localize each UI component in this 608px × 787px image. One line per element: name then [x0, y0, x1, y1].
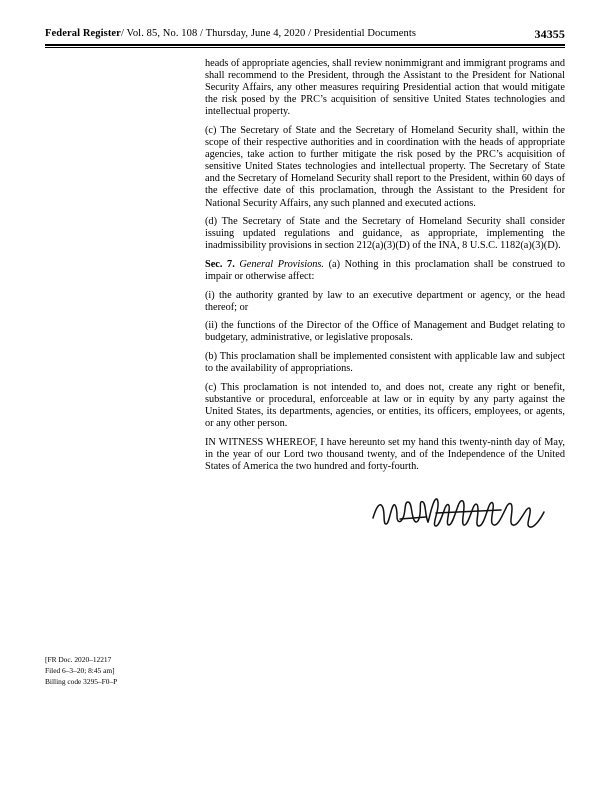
paragraph-in-witness-whereof: IN WITNESS WHEREOF, I have hereunto set my hand this twenty-ninth day of May, in the year of our Lord two thousand twenty, and of the Independence of the United States of America the two hundred and forty-fourth. [205, 436, 565, 472]
section-number: Sec. 7. [205, 258, 235, 270]
section-title: General Provisions. [239, 258, 324, 270]
docket-line-1: [FR Doc. 2020–12217 [45, 655, 112, 664]
paragraph-continued: heads of appropriate agencies, shall review nonimmigrant and immigrant programs and shall recommend to the President, through the Assistant to the President for National Security Affairs, any other measures requiring Presidential action that would mitigate the risk posed by the PRC’s acquisition of sensitive United States technologies and intellectual property. [205, 58, 565, 118]
header-rule-thin [45, 47, 565, 48]
running-head-citation: / Vol. 85, No. 108 / Thursday, June 4, 2020 / Presidential Documents [120, 28, 417, 39]
paragraph-c2: (c) This proclamation is not intended to, and does not, create any right or benefit, substantive or procedural, enforceable at law or in equity by any party against the United States, its departments, agencies, or entities, its officers, employees, or agents, or any other person. [205, 381, 565, 429]
header-rule-thick [45, 44, 565, 46]
section-text: (a) Nothing in this proclamation shall be construed to impair or otherwise affect: [205, 258, 565, 282]
paragraph-sec7 [205, 259, 565, 283]
presidential-signature [370, 494, 550, 538]
paragraph-b: (b) This proclamation shall be implemented consistent with applicable law and subject to the availability of appropriations. [205, 350, 565, 375]
docket-line-2: Filed 6–3–20; 8:45 am] [45, 666, 115, 676]
body-column [205, 58, 565, 473]
running-head-publication: Federal Register [45, 28, 121, 39]
page-number: 34355 [534, 27, 565, 41]
paragraph-d: (d) The Secretary of State and the Secretary of Homeland Security shall consider issuing updated regulations and guidance, as appropriate, implementing the inadmissibility provisions in section 212(a)(3)(D) of the INA, 8 U.S.C. 1182(a)(3)(D). [205, 216, 565, 252]
paragraph-c: (c) The Secretary of State and the Secretary of Homeland Security shall, within the scope of their respective authorities and in coordination with the heads of appropriate agencies, take action to further mitigate the risk posed by the PRC’s acquisition of sensitive United States technologies and intellectual property. The Secretary of State and the Secretary of Homeland Security shall report to the President, within 60 days of the effective date of this proclamation, through the Assistant to the President for National Security Affairs, any such planned and executed actions. [205, 124, 565, 209]
docket-line-3: Billing code 3295–F0–P [45, 677, 118, 687]
paragraph-i: (i) the authority granted by law to an executive department or agency, or the head thereof; or [205, 289, 565, 313]
docket-block [45, 654, 117, 688]
header-rule [45, 44, 565, 48]
running-head [45, 28, 565, 39]
paragraph-ii: (ii) the functions of the Director of the Office of Management and Budget relating to budgetary, administrative, or legislative proposals. [205, 320, 565, 344]
